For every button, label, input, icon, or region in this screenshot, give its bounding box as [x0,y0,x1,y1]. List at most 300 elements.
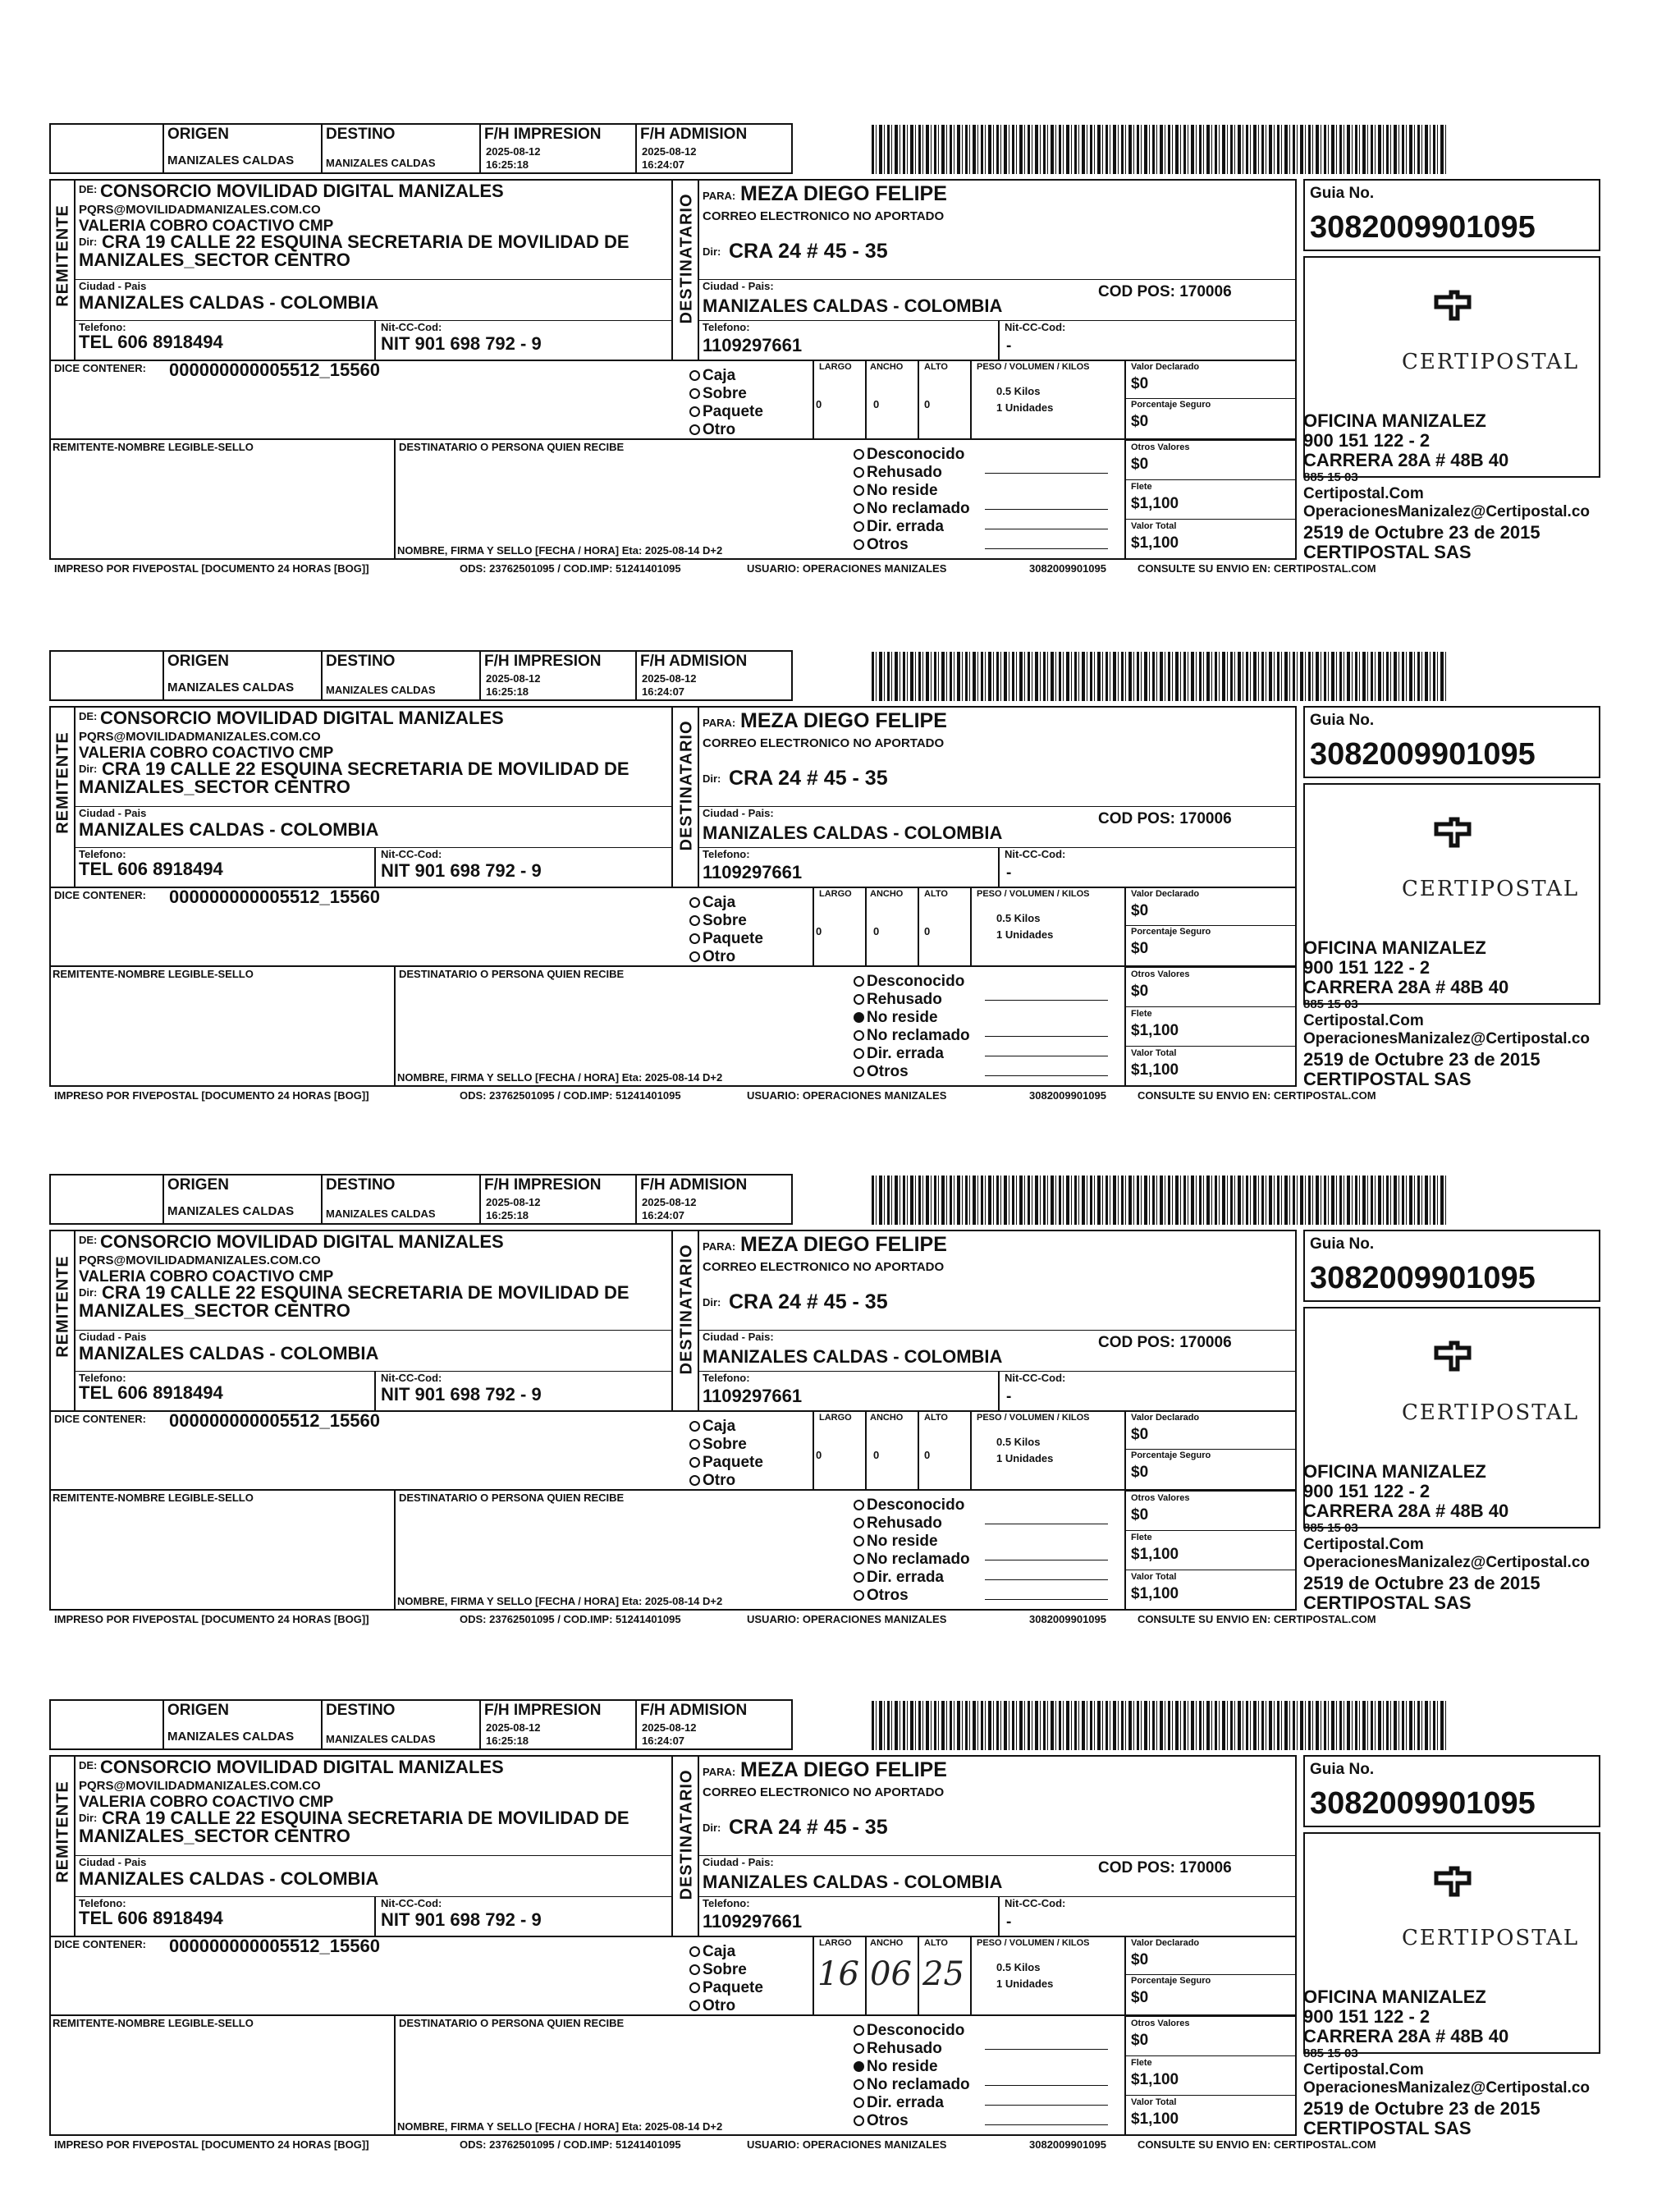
certipostal-logo-text: CERTIPOSTAL [1402,877,1580,901]
dir-prefix: Dir: [79,236,98,248]
admision-time: 16:24:07 [642,158,685,171]
sender-address-line-2: MANIZALES_SECTOR CENTRO [79,1826,350,1846]
peso-value: 0.5 Kilos [996,1961,1041,1973]
package-option-caja[interactable]: Caja [689,368,735,383]
otros-valores: $0 [1131,1506,1149,1524]
flete-label: Flete [1131,482,1152,492]
admision-date: 2025-08-12 [642,1721,697,1734]
peso-header: PESO / VOLUMEN / KILOS [977,362,1090,372]
destino-header: DESTINO [326,1702,396,1719]
shipping-label-copy-4 [0,1691,1680,2184]
recipient-nit: - [1006,864,1012,882]
sender-city: MANIZALES CALDAS - COLOMBIA [79,1868,379,1889]
otros-valores: $0 [1131,456,1149,473]
sender-city: MANIZALES CALDAS - COLOMBIA [79,1343,379,1363]
footer-guia: 3082009901095 [1029,562,1106,575]
sender-email: PQRS@MOVILIDADMANIZALES.COM.CO [79,203,321,217]
impresion-cell [479,1174,637,1225]
footer-ods: ODS: 23762501095 / COD.IMP: 51241401095 [460,562,681,575]
de-prefix: DE: [79,710,98,722]
alto-header: ALTO [924,1413,948,1423]
package-option-caja[interactable]: Caja [689,1418,735,1434]
destinatario-recibe-label: DESTINATARIO O PERSONA QUIEN RECIBE [399,1492,625,1504]
recipient-email: CORREO ELECTRONICO NO APORTADO [703,1260,945,1274]
footer-ods: ODS: 23762501095 / COD.IMP: 51241401095 [460,2138,681,2151]
oficina-email: OperacionesManizalez@Certipostal.co [1303,2079,1591,2097]
barcode [872,1175,1446,1225]
footer-guia: 3082009901095 [1029,1613,1106,1625]
dice-contener-value: 000000000005512_15560 [169,1936,380,1956]
largo-header: LARGO [819,1938,852,1948]
sender-address-line-2: MANIZALES_SECTOR CENTRO [79,1300,350,1321]
largo-header: LARGO [819,889,852,899]
reason-otros[interactable]: Otros [854,537,909,552]
destino-header: DESTINO [326,1176,396,1194]
valor-total: $1,100 [1131,1585,1179,1602]
peso-header: PESO / VOLUMEN / KILOS [977,1938,1090,1948]
recipient-nit: - [1006,1388,1012,1405]
dice-contener-label: DICE CONTENER: [54,1938,146,1950]
sender-city: MANIZALES CALDAS - COLOMBIA [79,819,379,840]
oficina-phone: 885 15 03 [1303,470,1358,484]
oficina-name: OFICINA MANIZALEZ [1303,1461,1486,1482]
reason-dir-errada[interactable]: Dir. errada [854,519,944,534]
oficina-address: CARRERA 28A # 48B 40 [1303,977,1509,997]
destino-cell [321,650,481,701]
reason-no-reclamado[interactable]: No reclamado [854,501,970,516]
impresion-time: 16:25:18 [486,1735,529,1747]
certipostal-logo-text: CERTIPOSTAL [1402,350,1580,374]
resolution: 2519 de Octubre 23 de 2015 [1303,2098,1540,2119]
dice-contener-label: DICE CONTENER: [54,362,146,374]
dice-contener-value: 000000000005512_15560 [169,887,380,907]
porcentaje-value: $0 [1131,1464,1149,1481]
oficina-name: OFICINA MANIZALEZ [1303,1987,1486,2007]
oficina-nit: 900 151 122 - 2 [1303,1481,1431,1501]
reason-no-reside[interactable]: No reside [854,2059,938,2074]
footer-impreso: IMPRESO POR FIVEPOSTAL [DOCUMENTO 24 HORAS [BOG]] [54,2138,369,2151]
company-name: CERTIPOSTAL SAS [1303,542,1472,562]
para-prefix: PARA: [703,717,736,729]
reason-no-reclamado[interactable]: No reclamado [854,2077,970,2092]
para-prefix: PARA: [703,1766,736,1778]
recipient-name: MEZA DIEGO FELIPE [740,709,947,732]
recipient-nit-label: Nit-CC-Cod: [1005,321,1066,333]
reason-desconocido[interactable]: Desconocido [854,1497,964,1513]
sender-nit-label: Nit-CC-Cod: [381,321,442,333]
impresion-time: 16:25:18 [486,1209,529,1221]
de-prefix: DE: [79,183,98,195]
recipient-address: CRA 24 # 45 - 35 [729,767,888,790]
destino-value: MANIZALES CALDAS [326,157,436,169]
reason-no-reside[interactable]: No reside [854,1533,938,1549]
reason-no-reside[interactable]: No reside [854,1010,938,1025]
footer-guia: 3082009901095 [1029,2138,1106,2151]
package-option-otro[interactable]: Otro [689,1473,735,1488]
porcentaje-label: Porcentaje Seguro [1131,927,1211,937]
recipient-nit: - [1006,1913,1012,1931]
package-option-paquete[interactable]: Paquete [689,404,763,419]
origen-value: MANIZALES CALDAS [167,681,295,694]
header-blank-cell [49,1174,164,1225]
guia-box [1303,179,1600,251]
footer-consulte: CONSULTE SU ENVIO EN: CERTIPOSTAL.COM [1138,1613,1376,1625]
sender-city-label: Ciudad - Pais [79,1856,147,1868]
sender-nit: NIT 901 698 792 - 9 [381,1384,542,1405]
porcentaje-value: $0 [1131,1989,1149,2006]
admision-cell [635,123,793,174]
oficina-nit: 900 151 122 - 2 [1303,430,1431,451]
oficina-web: Certipostal.Com [1303,485,1424,502]
remitente-vertical: REMITENTE [53,1255,72,1358]
origen-header: ORIGEN [167,653,229,670]
reason-otros[interactable]: Otros [854,1064,909,1079]
reason-otros[interactable]: Otros [854,1588,909,1603]
peso-header: PESO / VOLUMEN / KILOS [977,889,1090,899]
cod-pos: COD POS: 170006 [1098,810,1232,827]
package-option-otro[interactable]: Otro [689,1998,735,2014]
origen-cell [163,1699,323,1750]
company-name: CERTIPOSTAL SAS [1303,1593,1472,1613]
sender-name: CONSORCIO MOVILIDAD DIGITAL MANIZALES [100,708,504,728]
recipient-city-label: Ciudad - Pais: [703,1331,774,1343]
package-option-caja[interactable]: Caja [689,1944,735,1959]
footer-impreso: IMPRESO POR FIVEPOSTAL [DOCUMENTO 24 HORAS [BOG]] [54,1613,369,1625]
recipient-city: MANIZALES CALDAS - COLOMBIA [703,296,1003,316]
flete-label: Flete [1131,2058,1152,2068]
guia-label: Guia No. [1310,1235,1375,1253]
reason-no-reclamado[interactable]: No reclamado [854,1028,970,1043]
admision-header: F/H ADMISION [640,1176,748,1194]
sender-nit: NIT 901 698 792 - 9 [381,333,542,354]
valor-total-label: Valor Total [1131,1048,1177,1058]
certipostal-logo-text: CERTIPOSTAL [1402,1926,1580,1950]
recipient-name: MEZA DIEGO FELIPE [740,1758,947,1781]
otros-valores: $0 [1131,2032,1149,2049]
impresion-date: 2025-08-12 [486,1196,541,1208]
reason-dir-errada[interactable]: Dir. errada [854,1570,944,1585]
barcode [872,1701,1446,1750]
recipient-phone: 1109297661 [703,1911,803,1932]
valor-total: $1,100 [1131,1061,1179,1079]
para-prefix: PARA: [703,190,736,202]
admision-cell [635,1174,793,1225]
peso-value: 0.5 Kilos [996,912,1041,924]
destinatario-vertical: DESTINATARIO [677,193,696,324]
recipient-address: CRA 24 # 45 - 35 [729,240,888,263]
unidades-value: 1 Unidades [996,1452,1054,1464]
package-option-sobre[interactable]: Sobre [689,913,747,928]
handwritten-largo: 16 [817,1955,859,1993]
unidades-value: 1 Unidades [996,401,1054,414]
destino-cell [321,1699,481,1750]
valor-total: $1,100 [1131,534,1179,552]
otros-valores-label: Otros Valores [1131,1493,1190,1503]
recipient-city: MANIZALES CALDAS - COLOMBIA [703,1872,1003,1892]
footer-usuario: USUARIO: OPERACIONES MANIZALES [747,1613,947,1625]
reason-no-reside[interactable]: No reside [854,483,938,498]
resolution: 2519 de Octubre 23 de 2015 [1303,1049,1540,1070]
sender-phone-label: Telefono: [79,1372,126,1384]
recipient-nit: - [1006,337,1012,355]
sender-city-label: Ciudad - Pais [79,807,147,819]
admision-time: 16:24:07 [642,1209,685,1221]
package-option-sobre[interactable]: Sobre [689,1437,747,1452]
sender-address-line-1: CRA 19 CALLE 22 ESQUINA SECRETARIA DE MOVILIDAD DE [102,1808,629,1828]
signature-frame [49,2014,1297,2136]
signature-frame [49,1489,1297,1611]
valor-declarado-label: Valor Declarado [1131,889,1200,899]
reason-desconocido[interactable]: Desconocido [854,974,964,989]
impresion-header: F/H IMPRESION [484,1176,602,1194]
sender-address-line-2: MANIZALES_SECTOR CENTRO [79,250,350,270]
shipping-label-copy-3 [0,1166,1680,1658]
otros-valores: $0 [1131,983,1149,1000]
firma-line: NOMBRE, FIRMA Y SELLO [FECHA / HORA] Eta: 2025-08-14 D+2 [397,544,723,557]
footer-consulte: CONSULTE SU ENVIO EN: CERTIPOSTAL.COM [1138,562,1376,575]
sender-phone-label: Telefono: [79,321,126,333]
reason-dir-errada[interactable]: Dir. errada [854,1046,944,1061]
recipient-nit-label: Nit-CC-Cod: [1005,1897,1066,1909]
guia-label: Guia No. [1310,1761,1375,1778]
sender-email: PQRS@MOVILIDADMANIZALES.COM.CO [79,730,321,744]
ancho-value: 0 [873,925,880,937]
recipient-phone-label: Telefono: [703,1372,750,1384]
recipient-name: MEZA DIEGO FELIPE [740,182,947,205]
admision-cell [635,650,793,701]
header-blank-cell [49,123,164,174]
recipient-phone: 1109297661 [703,335,803,355]
destino-cell [321,123,481,174]
footer-usuario: USUARIO: OPERACIONES MANIZALES [747,1089,947,1102]
sender-city-label: Ciudad - Pais [79,280,147,292]
package-option-sobre[interactable]: Sobre [689,386,747,401]
sender-phone: TEL 606 8918494 [79,1382,223,1403]
origen-value: MANIZALES CALDAS [167,1204,295,1218]
reason-desconocido[interactable]: Desconocido [854,2023,964,2038]
ancho-value: 0 [873,398,880,410]
destinatario-recibe-label: DESTINATARIO O PERSONA QUIEN RECIBE [399,441,625,453]
sender-name: CONSORCIO MOVILIDAD DIGITAL MANIZALES [100,1231,504,1252]
package-option-paquete[interactable]: Paquete [689,1455,763,1470]
guia-number: 3082009901095 [1310,210,1536,245]
otros-valores-label: Otros Valores [1131,2019,1190,2028]
reason-rehusado[interactable]: Rehusado [854,2041,942,2056]
impresion-header: F/H IMPRESION [484,126,602,143]
dice-contener-value: 000000000005512_15560 [169,1410,380,1431]
firma-line: NOMBRE, FIRMA Y SELLO [FECHA / HORA] Eta: 2025-08-14 D+2 [397,1071,723,1084]
origen-cell [163,1174,323,1225]
package-option-sobre[interactable]: Sobre [689,1962,747,1977]
remitente-vertical: REMITENTE [53,1780,72,1883]
porcentaje-value: $0 [1131,413,1149,430]
porcentaje-value: $0 [1131,940,1149,957]
porcentaje-label: Porcentaje Seguro [1131,1450,1211,1460]
shipping-label-copy-1 [0,115,1680,607]
remitente-vertical: REMITENTE [53,204,72,307]
recipient-nit-label: Nit-CC-Cod: [1005,1372,1066,1384]
origen-cell [163,123,323,174]
certipostal-logo-icon [1433,816,1472,849]
reason-desconocido[interactable]: Desconocido [854,447,964,462]
oficina-phone: 885 15 03 [1303,1521,1358,1535]
barcode [872,652,1446,701]
ancho-header: ANCHO [870,1413,904,1423]
recipient-city-label: Ciudad - Pais: [703,1856,774,1868]
sender-nit: NIT 901 698 792 - 9 [381,1909,542,1930]
largo-value: 0 [816,925,822,937]
sender-phone-label: Telefono: [79,1897,126,1909]
recipient-nit-label: Nit-CC-Cod: [1005,848,1066,860]
package-option-caja[interactable]: Caja [689,895,735,910]
reason-no-reclamado[interactable]: No reclamado [854,1551,970,1567]
impresion-time: 16:25:18 [486,685,529,698]
package-option-paquete[interactable]: Paquete [689,931,763,946]
certipostal-logo-text: CERTIPOSTAL [1402,1400,1580,1425]
reason-rehusado[interactable]: Rehusado [854,465,942,480]
footer-usuario: USUARIO: OPERACIONES MANIZALES [747,2138,947,2151]
valor-total: $1,100 [1131,2110,1179,2128]
header-blank-cell [49,650,164,701]
dir-prefix: Dir: [79,1286,98,1299]
alto-header: ALTO [924,362,948,372]
dir-prefix: Dir: [79,763,98,775]
oficina-name: OFICINA MANIZALEZ [1303,410,1486,431]
sender-address-line-1: CRA 19 CALLE 22 ESQUINA SECRETARIA DE MOVILIDAD DE [102,231,629,252]
oficina-email: OperacionesManizalez@Certipostal.co [1303,1030,1591,1047]
package-option-otro[interactable]: Otro [689,422,735,438]
admision-date: 2025-08-12 [642,672,697,685]
destinatario-recibe-label: DESTINATARIO O PERSONA QUIEN RECIBE [399,968,625,980]
admision-date: 2025-08-12 [642,145,697,158]
oficina-web: Certipostal.Com [1303,1536,1424,1553]
para-prefix: PARA: [703,1240,736,1253]
destinatario-vertical: DESTINATARIO [677,1244,696,1375]
sender-phone: TEL 606 8918494 [79,1908,223,1928]
oficina-email: OperacionesManizalez@Certipostal.co [1303,1554,1591,1571]
dice-contener-label: DICE CONTENER: [54,889,146,901]
flete-label: Flete [1131,1009,1152,1019]
recipient-city: MANIZALES CALDAS - COLOMBIA [703,823,1003,843]
guia-box [1303,706,1600,778]
sender-email: PQRS@MOVILIDADMANIZALES.COM.CO [79,1779,321,1793]
dice-contener-label: DICE CONTENER: [54,1413,146,1425]
firma-line: NOMBRE, FIRMA Y SELLO [FECHA / HORA] Eta: 2025-08-14 D+2 [397,1595,723,1607]
dir-prefix: Dir: [79,1812,98,1824]
otros-valores-label: Otros Valores [1131,969,1190,979]
impresion-header: F/H IMPRESION [484,1702,602,1719]
sender-phone: TEL 606 8918494 [79,859,223,879]
destino-header: DESTINO [326,126,396,143]
ancho-header: ANCHO [870,889,904,899]
sender-nit-label: Nit-CC-Cod: [381,1372,442,1384]
footer-consulte: CONSULTE SU ENVIO EN: CERTIPOSTAL.COM [1138,2138,1376,2151]
cod-pos: COD POS: 170006 [1098,1334,1232,1351]
sender-address-line-1: CRA 19 CALLE 22 ESQUINA SECRETARIA DE MOVILIDAD DE [102,1282,629,1303]
recipient-email: CORREO ELECTRONICO NO APORTADO [703,209,945,223]
sender-address-line-2: MANIZALES_SECTOR CENTRO [79,777,350,797]
destinatario-vertical: DESTINATARIO [677,720,696,851]
certipostal-logo-icon [1433,1340,1472,1373]
recipient-dir-prefix: Dir: [703,1822,721,1834]
reason-rehusado[interactable]: Rehusado [854,1515,942,1531]
alto-value: 0 [924,925,931,937]
guia-number: 3082009901095 [1310,1786,1536,1821]
flete-value: $1,100 [1131,1546,1179,1563]
cod-pos: COD POS: 170006 [1098,1859,1232,1877]
package-option-paquete[interactable]: Paquete [689,1980,763,1996]
recipient-phone: 1109297661 [703,1386,803,1406]
otros-valores-label: Otros Valores [1131,442,1190,452]
flete-label: Flete [1131,1533,1152,1542]
oficina-nit: 900 151 122 - 2 [1303,957,1431,978]
company-name: CERTIPOSTAL SAS [1303,2118,1472,2138]
reason-dir-errada[interactable]: Dir. errada [854,2095,944,2110]
oficina-web: Certipostal.Com [1303,1012,1424,1029]
package-option-otro[interactable]: Otro [689,949,735,965]
footer-guia: 3082009901095 [1029,1089,1106,1102]
oficina-email: OperacionesManizalez@Certipostal.co [1303,503,1591,520]
footer-ods: ODS: 23762501095 / COD.IMP: 51241401095 [460,1613,681,1625]
recipient-phone-label: Telefono: [703,1897,750,1909]
admision-cell [635,1699,793,1750]
sender-name: CONSORCIO MOVILIDAD DIGITAL MANIZALES [100,181,504,201]
footer-ods: ODS: 23762501095 / COD.IMP: 51241401095 [460,1089,681,1102]
recipient-phone-label: Telefono: [703,321,750,333]
footer-consulte: CONSULTE SU ENVIO EN: CERTIPOSTAL.COM [1138,1089,1376,1102]
alto-value: 0 [924,398,931,410]
header-blank-cell [49,1699,164,1750]
destino-header: DESTINO [326,653,396,670]
valor-total-label: Valor Total [1131,1572,1177,1582]
recipient-city: MANIZALES CALDAS - COLOMBIA [703,1346,1003,1367]
guia-box [1303,1755,1600,1827]
recipient-phone: 1109297661 [703,862,803,882]
recipient-dir-prefix: Dir: [703,245,721,258]
guia-label: Guia No. [1310,712,1375,729]
resolution: 2519 de Octubre 23 de 2015 [1303,1573,1540,1593]
valor-declarado: $0 [1131,902,1149,919]
shipping-label-copy-2 [0,642,1680,1134]
sender-name: CONSORCIO MOVILIDAD DIGITAL MANIZALES [100,1757,504,1777]
handwritten-alto: 25 [922,1955,964,1993]
impresion-cell [479,650,637,701]
remitente-vertical: REMITENTE [53,731,72,834]
origen-header: ORIGEN [167,1702,229,1719]
valor-declarado: $0 [1131,1426,1149,1443]
recipient-phone-label: Telefono: [703,848,750,860]
sender-phone: TEL 606 8918494 [79,332,223,352]
destino-value: MANIZALES CALDAS [326,684,436,696]
oficina-phone: 885 15 03 [1303,2046,1358,2060]
valor-declarado-label: Valor Declarado [1131,1413,1200,1423]
impresion-header: F/H IMPRESION [484,653,602,670]
valor-total-label: Valor Total [1131,521,1177,531]
recipient-city-label: Ciudad - Pais: [703,280,774,292]
remitente-sello-label: REMITENTE-NOMBRE LEGIBLE-SELLO [53,968,254,980]
destino-cell [321,1174,481,1225]
reason-otros[interactable]: Otros [854,2113,909,2129]
guia-number: 3082009901095 [1310,737,1536,772]
origen-cell [163,650,323,701]
recipient-dir-prefix: Dir: [703,1296,721,1308]
unidades-value: 1 Unidades [996,1977,1054,1990]
reason-rehusado[interactable]: Rehusado [854,992,942,1007]
footer-usuario: USUARIO: OPERACIONES MANIZALES [747,562,947,575]
de-prefix: DE: [79,1234,98,1246]
recipient-city-label: Ciudad - Pais: [703,807,774,819]
recipient-address: CRA 24 # 45 - 35 [729,1816,888,1839]
